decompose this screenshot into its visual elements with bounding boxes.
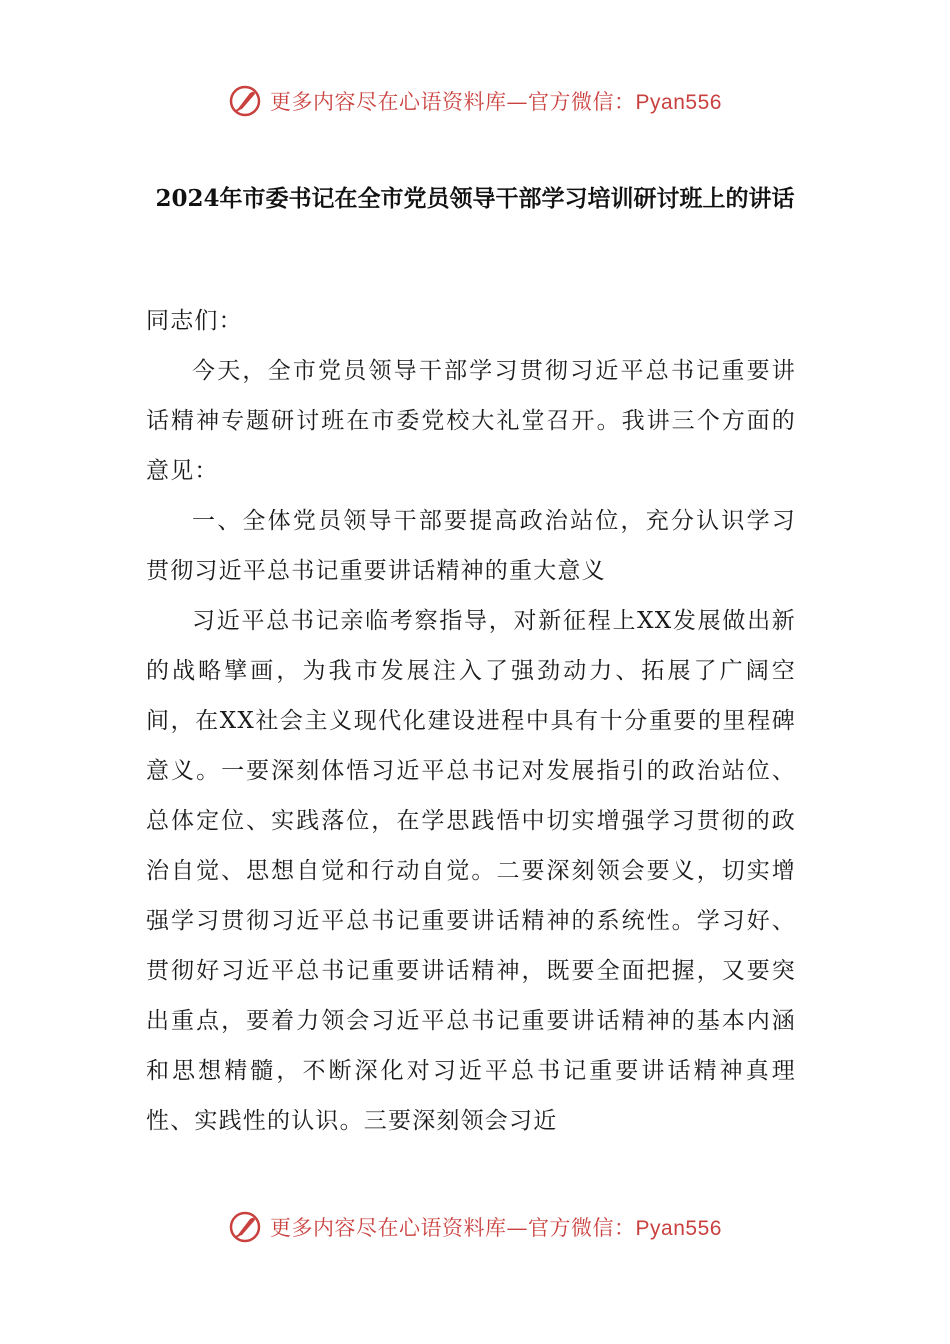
watermark-text: 更多内容尽在心语资料库—官方微信：Pyan556 bbox=[270, 90, 722, 114]
section-heading: 一、全体党员领导干部要提高政治站位，充分认识学习贯彻习近平总书记重要讲话精神的重大意义 bbox=[146, 508, 796, 584]
salutation: 同志们： bbox=[146, 308, 243, 334]
footer-watermark bbox=[0, 1210, 950, 1244]
document-title: 2024年市委书记在全市党员领导干部学习培训研讨班上的讲话 bbox=[155, 185, 795, 212]
watermark-text: 更多内容尽在心语资料库—官方微信：Pyan556 bbox=[270, 1216, 722, 1240]
quill-logo-icon bbox=[228, 84, 262, 118]
wechat-id: Pyan556 bbox=[635, 1217, 722, 1240]
wechat-id: Pyan556 bbox=[635, 91, 722, 114]
header-watermark bbox=[0, 84, 950, 118]
paragraph: 今天，全市党员领导干部学习贯彻习近平总书记重要讲话精神专题研讨班在市委党校大礼堂召开。我讲三个方面的意见： bbox=[146, 358, 796, 484]
paragraph: 习近平总书记亲临考察指导，对新征程上XX发展做出新的战略擘画，为我市发展注入了强劲动力、拓展了广阔空间，在XX社会主义现代化建设进程中具有十分重要的里程碑意义。一要深刻体悟习近平总书记对发展指引的政治站位、总体定位、实践落位，在学思践悟中切实增强学习贯彻的政治自觉、思想自觉和行动自觉。二要深刻领会要义，切实增强学习贯彻习近平总书记重要讲话精神的系统性。学习好、贯彻好习近平总书记重要讲话精神，既要全面把握，又要突出重点，要着力领会习近平总书记重要讲话精神的基本内涵和思想精髓，不断深化对习近平总书记重要讲话精神真理性、实践性的认识。三要深刻领会习近 bbox=[146, 608, 796, 1134]
quill-logo-icon bbox=[228, 1210, 262, 1244]
document-body bbox=[146, 296, 796, 1146]
